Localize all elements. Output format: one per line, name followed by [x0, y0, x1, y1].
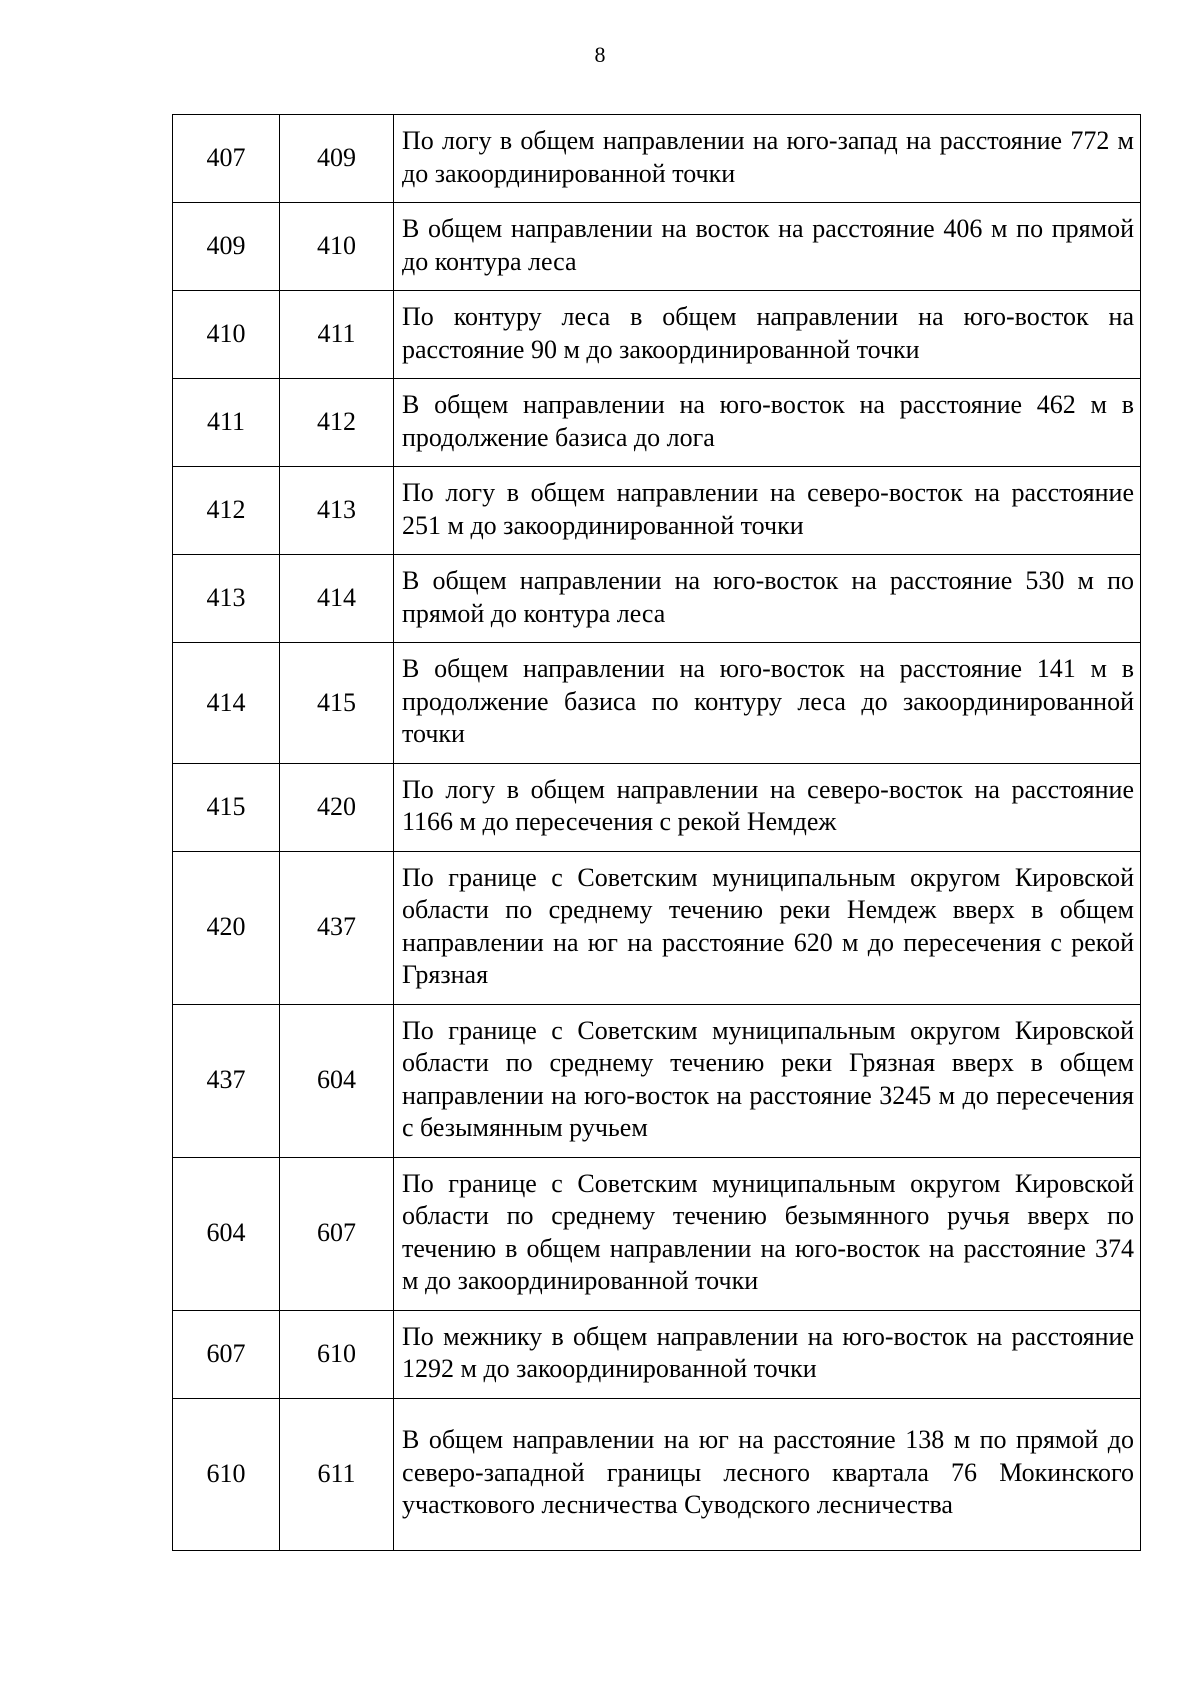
to-point-cell: 610	[280, 1310, 394, 1398]
from-point-cell: 604	[173, 1157, 280, 1310]
table-row	[173, 291, 1141, 379]
page-number: 8	[594, 42, 606, 67]
description-cell: В общем направлении на юго-восток на расстояние 462 м в продолжение базиса до лога	[394, 379, 1141, 467]
table-row	[173, 203, 1141, 291]
from-point-cell: 415	[173, 763, 280, 851]
to-point-cell: 412	[280, 379, 394, 467]
table-row	[173, 1310, 1141, 1398]
from-point-cell: 420	[173, 851, 280, 1004]
description-cell: По логу в общем направлении на северо-восток на расстояние 251 м до закоординированной точки	[394, 467, 1141, 555]
to-point-cell: 420	[280, 763, 394, 851]
table-row	[173, 643, 1141, 764]
description-cell: В общем направлении на юго-восток на расстояние 141 м в продолжение базиса по контуру леса до закоординированной точки	[394, 643, 1141, 764]
to-point-cell: 437	[280, 851, 394, 1004]
boundary-description-table	[172, 114, 1141, 1551]
description-cell: По логу в общем направлении на северо-восток на расстояние 1166 м до пересечения с рекой Немдеж	[394, 763, 1141, 851]
description-cell: По границе с Советским муниципальным округом Кировской области по среднему течению реки Грязная вверх в общем направлении на юго-восток на расстояние 3245 м до пересечения с безымянным ручьем	[394, 1004, 1141, 1157]
table-row	[173, 763, 1141, 851]
table-row	[173, 115, 1141, 203]
from-point-cell: 437	[173, 1004, 280, 1157]
to-point-cell: 411	[280, 291, 394, 379]
table-row	[173, 379, 1141, 467]
from-point-cell: 407	[173, 115, 280, 203]
to-point-cell: 409	[280, 115, 394, 203]
description-cell: По контуру леса в общем направлении на юго-восток на расстояние 90 м до закоординированной точки	[394, 291, 1141, 379]
description-cell: По границе с Советским муниципальным округом Кировской области по среднему течению безымянного ручья вверх по течению в общем направлении на юго-восток на расстояние 374 м до закоординированной точки	[394, 1157, 1141, 1310]
from-point-cell: 413	[173, 555, 280, 643]
from-point-cell: 409	[173, 203, 280, 291]
description-cell: В общем направлении на юго-восток на расстояние 530 м по прямой до контура леса	[394, 555, 1141, 643]
from-point-cell: 607	[173, 1310, 280, 1398]
from-point-cell: 414	[173, 643, 280, 764]
description-cell: В общем направлении на восток на расстояние 406 м по прямой до контура леса	[394, 203, 1141, 291]
to-point-cell: 414	[280, 555, 394, 643]
table-row	[173, 1398, 1141, 1550]
description-cell: По границе с Советским муниципальным округом Кировской области по среднему течению реки Немдеж вверх в общем направлении на юг на расстояние 620 м до пересечения с рекой Грязная	[394, 851, 1141, 1004]
description-cell: По логу в общем направлении на юго-запад на расстояние 772 м до закоординированной точки	[394, 115, 1141, 203]
from-point-cell: 412	[173, 467, 280, 555]
table-row	[173, 1157, 1141, 1310]
from-point-cell: 411	[173, 379, 280, 467]
description-cell: В общем направлении на юг на расстояние 138 м по прямой до северо-западной границы лесного квартала 76 Мокинского участкового лесничества Суводского лесничества	[394, 1398, 1141, 1550]
to-point-cell: 415	[280, 643, 394, 764]
description-cell: По межнику в общем направлении на юго-восток на расстояние 1292 м до закоординированной точки	[394, 1310, 1141, 1398]
to-point-cell: 410	[280, 203, 394, 291]
table-row	[173, 851, 1141, 1004]
to-point-cell: 607	[280, 1157, 394, 1310]
to-point-cell: 413	[280, 467, 394, 555]
table-row	[173, 1004, 1141, 1157]
to-point-cell: 604	[280, 1004, 394, 1157]
to-point-cell: 611	[280, 1398, 394, 1550]
table-row	[173, 467, 1141, 555]
table-row	[173, 555, 1141, 643]
from-point-cell: 610	[173, 1398, 280, 1550]
from-point-cell: 410	[173, 291, 280, 379]
